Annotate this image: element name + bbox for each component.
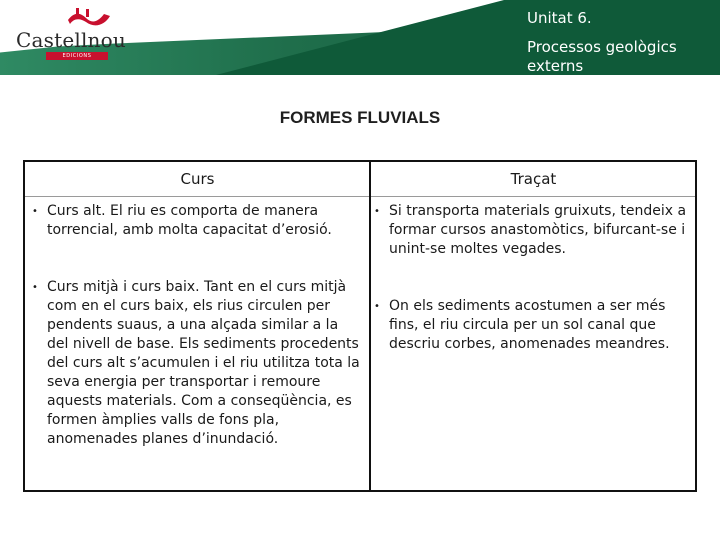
page-title: FORMES FLUVIALS bbox=[279, 108, 441, 127]
list-item-text: Curs mitjà i curs baix. Tant en el curs mitjà com en el curs baix, els rius circulen per pendents suaus, a una alçada similar a la del nivell de base. Els sediments procedents del curs alt s’acumulen i el riu utilitza tota la seva energia per transportar i remoure aquests materials. Com a conseqüència, es formen àmplies valls de fons pla, anomenades planes d’inundació. bbox=[47, 279, 360, 447]
column-header-curs: Curs bbox=[180, 170, 215, 188]
list-item bbox=[374, 202, 689, 259]
bullet-icon: • bbox=[374, 206, 380, 217]
list-item-text: Curs alt. El riu es comporta de manera torrencial, amb molta capacitat d’erosió. bbox=[47, 203, 332, 238]
list-item bbox=[32, 278, 363, 449]
column-divider bbox=[369, 162, 371, 490]
logo-text: Castellnou bbox=[16, 28, 126, 52]
header bbox=[0, 0, 720, 75]
bullet-icon: • bbox=[32, 282, 38, 293]
bullet-icon: • bbox=[32, 206, 38, 217]
column-header-tracat: Traçat bbox=[510, 170, 557, 188]
unit-subtitle: Processos geològics externs bbox=[527, 38, 677, 75]
list-item bbox=[374, 297, 689, 354]
publisher-logo bbox=[12, 6, 126, 62]
header-divider bbox=[25, 196, 695, 197]
list-item-text: Si transporta materials gruixuts, tendeix a formar cursos anastomòtics, bifurcant-se i unint-se moltes vegades. bbox=[389, 203, 687, 257]
list-item-text: On els sediments acostumen a ser més fins, el riu circula per un sol canal que descriu corbes, anomenades meandres. bbox=[389, 298, 670, 352]
list-item bbox=[32, 202, 357, 240]
logo-subtext: EDICIONS bbox=[46, 52, 108, 60]
unit-title: Unitat 6. bbox=[527, 9, 592, 27]
content-table bbox=[23, 160, 697, 492]
flag-icon bbox=[66, 8, 112, 28]
bullet-icon: • bbox=[374, 301, 380, 312]
